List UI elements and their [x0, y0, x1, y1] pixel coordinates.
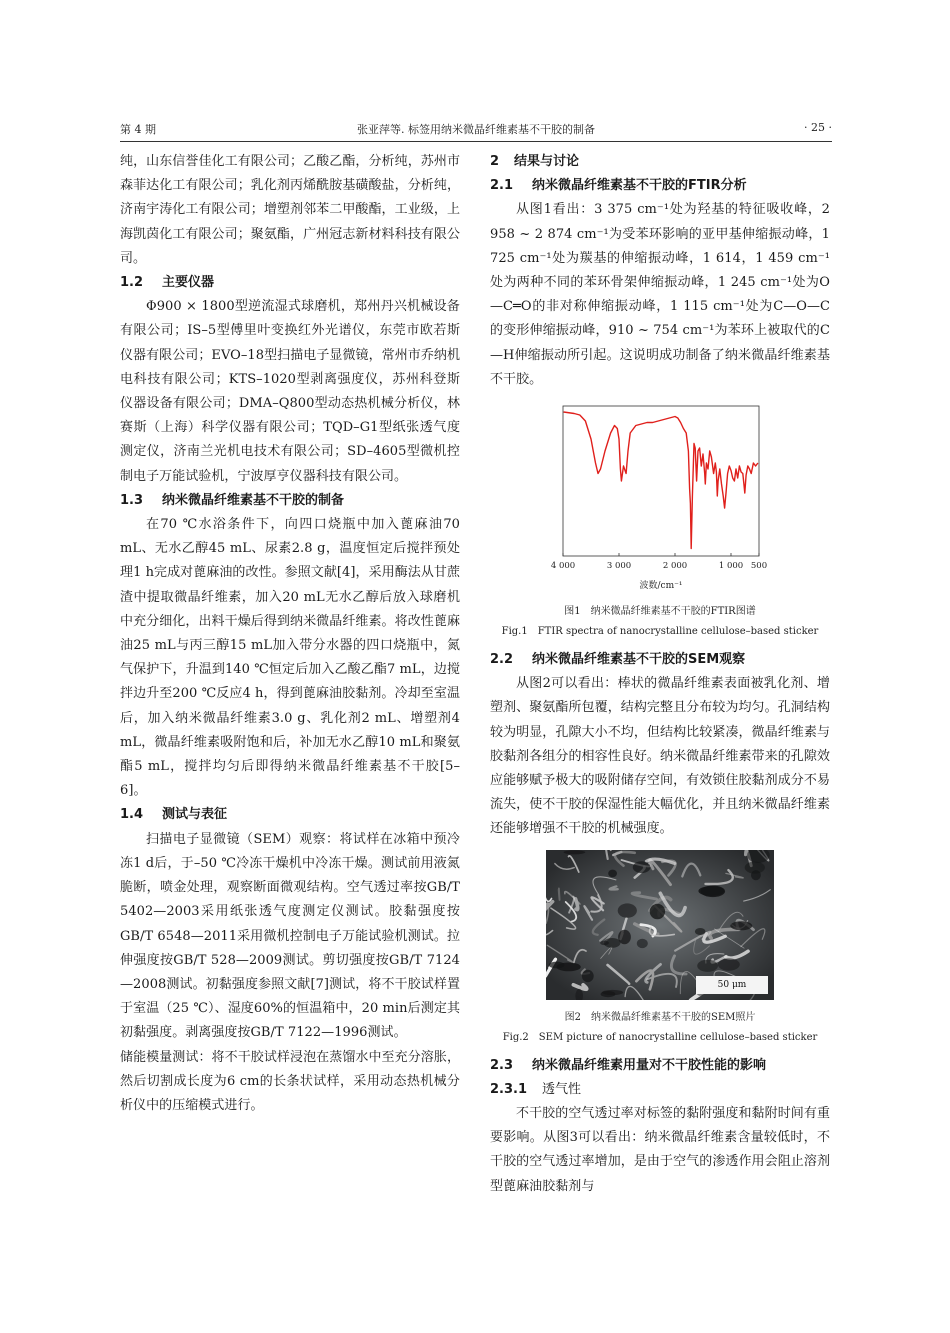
section-number: 2 — [490, 154, 500, 169]
section-1-3-heading — [120, 489, 460, 513]
scale-bar: 50 μm — [696, 976, 768, 994]
series-line-0 — [564, 412, 758, 549]
section-number: 2.1 — [490, 178, 514, 194]
instruments-paragraph: Φ900 × 1800型逆流湿式球磨机，郑州丹兴机械设备有限公司；IS–5型傅里叶变换红外光谱仪，东莞市欧若斯仪器有限公司；EVO–18型扫描电子显微镜，常州市乔纳机电科技有限公司；KTS–1020型剥离强度仪，苏州科登斯仪器设备有限公司；DMA–Q800型动态热机械分析仪，林赛斯（上海）科学仪器有限公司；TQD–G1型纸张透气度测定仪，济南兰光机电技术有限公司；SD–4605型微机控制电子万能试验机，宁波厚亨仪器科技有限公司。 — [120, 299, 460, 484]
materials-paragraph: 纯，山东信誉佳化工有限公司；乙酸乙酯，分析纯，苏州市森菲达化工有限公司；乳化剂丙烯酰胺基磺酸盐，分析纯，济南宇涛化工有限公司；增塑剂邻苯二甲酸酯，工业级，上海凯茵化工有限公司；聚氨酯，广州冠志新材料科技有限公司。 — [120, 154, 460, 266]
storage-modulus-paragraph: 储能模量测试：将不干胶试样浸泡在蒸馏水中至充分溶胀，然后切割成长度为6 cm的长条状试样，采用动态热机械分析仪中的压缩模式进行。 — [120, 1049, 460, 1113]
x-tick-label: 2 000 — [662, 561, 688, 572]
section-title: 主要仪器 — [162, 275, 215, 291]
section-1-2-heading — [120, 271, 460, 295]
page-number: · 25 · — [804, 121, 832, 134]
figure-1 — [490, 400, 830, 642]
section-title: 纳米微晶纤维素基不干胶的SEM观察 — [532, 652, 746, 668]
section-number: 1.4 — [120, 807, 144, 823]
figure-2-caption-cn: 图2 纳米微晶纤维素基不干胶的SEM照片 — [564, 1011, 756, 1023]
section-number: 2.3.1 — [490, 1081, 528, 1097]
section-number: 2.3 — [490, 1057, 514, 1073]
section-2-2-heading — [490, 648, 830, 672]
permeability-paragraph: 不干胶的空气透过率对标签的黏附强度和黏附时间有重要影响。从图3可以看出：纳米微晶纤维素含量较低时，不干胶的空气透过率增加，是由于空气的渗透作用会阻止溶剂型蓖麻油胶黏剂与 — [490, 1106, 830, 1194]
section-title: 测试与表征 — [162, 807, 228, 823]
right-column — [490, 150, 830, 1199]
running-title: 张亚萍等. 标签用纳米微晶纤维素基不干胶的制备 — [357, 123, 595, 136]
section-number: 1.3 — [120, 492, 144, 508]
section-title: 纳米微晶纤维素基不干胶的FTIR分析 — [532, 178, 747, 194]
section-2-heading — [490, 150, 830, 174]
ftir-paragraph: 从图1看出：3 375 cm⁻¹处为羟基的特征吸收峰，2 958 ~ 2 874 cm⁻¹为受苯环影响的亚甲基伸缩振动峰，1 725 cm⁻¹处为羰基的伸缩振动峰，1 614，1 459 cm⁻¹处为两种不同的苯环骨架伸缩振动峰，1 245 cm⁻¹处为O—C═O的非对称伸缩振动峰，1 115 cm⁻¹处为C—O—C的变形伸缩振动峰，910 ~ 754 cm⁻¹为苯环上被取代的C—H伸缩振动所引起。这说明成功制备了纳米微晶纤维素基不干胶。 — [490, 202, 830, 387]
sem-paragraph: 从图2可以看出：棒状的微晶纤维素表面被乳化剂、增塑剂、聚氨酯所包覆，结构完整且分布较为均匀。孔洞结构较为明显，孔隙大小不均，但结构比较紧凑，微晶纤维素与胶黏剂各组分的相容性良好。纳米微晶纤维素带来的孔隙效应能够赋予极大的吸附储存空间，有效锁住胶黏剂成分不易流失，使不干胶的保湿性能大幅优化，并且纳米微晶纤维素还能够增强不干胶的机械强度。 — [490, 676, 830, 837]
issue-number: 第 4 期 — [120, 123, 156, 136]
section-1-4-heading — [120, 803, 460, 827]
x-tick-label: 500 — [750, 561, 768, 572]
ftir-chart — [490, 400, 830, 598]
figure-1-caption-en: Fig.1 FTIR spectra of nanocrystalline cellulose–based sticker — [501, 626, 819, 638]
section-title: 纳米微晶纤维素基不干胶的制备 — [162, 492, 345, 508]
plot-frame — [563, 406, 759, 556]
figure-2-caption-en: Fig.2 SEM picture of nanocrystalline cellulose–based sticker — [502, 1031, 818, 1043]
x-tick-label: 4 000 — [550, 561, 576, 572]
preparation-paragraph: 在70 ℃水浴条件下，向四口烧瓶中加入蓖麻油70 mL、无水乙醇45 mL、尿素2.8 g，温度恒定后搅拌预处理1 h完成对蓖麻油的改性。参照文献[4]，采用酶法从甘蔗渣中提取微晶纤维素，加入20 mL无水乙醇后放入球磨机中充分细化，出料干燥后得到纳米微晶纤维素。将改性蓖麻油25 mL与丙三醇15 mL加入带分水器的四口烧瓶中，氮气保护下，升温到140 ℃恒定后加入乙酸乙酯7 mL，边搅拌边升至200 ℃反应4 h，得到蓖麻油胶黏剂。冷却至室温后，加入纳米微晶纤维素3.0 g、乳化剂2 mL、增塑剂4 mL，微晶纤维素吸附饱和后，补加无水乙醇10 mL和聚氨酯5 mL，搅拌均匀后即得纳米微晶纤维素基不干胶[5–6]。 — [120, 517, 460, 799]
section-number: 1.2 — [120, 275, 144, 291]
x-tick-label: 1 000 — [718, 561, 744, 572]
sem-micrograph — [546, 850, 774, 1000]
section-title: 纳米微晶纤维素用量对不干胶性能的影响 — [532, 1057, 767, 1073]
section-number: 2.2 — [490, 652, 514, 668]
section-2-1-heading — [490, 174, 830, 198]
running-header — [120, 119, 832, 139]
section-2-3-heading — [490, 1054, 830, 1078]
characterization-paragraph: 扫描电子显微镜（SEM）观察：将试样在冰箱中预冷冻1 d后，于–50 ℃冷冻干燥机中冷冻干燥。测试前用液氮脆断，喷金处理，观察断面微观结构。空气透过率按GB/T 5402—2003采用纸张透气度测定仪测试。胶黏强度按GB/T 6548—2011采用微机控制电子万能试验机测试。拉伸强度按GB/T 528—2009测试。剪切强度按GB/T 7124—2008测试。初黏强度参照文献[7]测试，将不干胶试样置于室温（25 ℃）、湿度60%的恒温箱中，20 min后测定其初黏强度。剥离强度按GB/T 7122—1996测试。 — [120, 831, 460, 1041]
section-title: 透气性 — [542, 1081, 582, 1097]
header-rule — [120, 141, 832, 142]
figure-1-caption-cn: 图1 纳米微晶纤维素基不干胶的FTIR图谱 — [564, 606, 756, 618]
x-tick-label: 3 000 — [606, 561, 632, 572]
section-title: 结果与讨论 — [514, 154, 580, 169]
left-column — [120, 150, 460, 1118]
section-2-3-1-heading — [490, 1078, 830, 1102]
x-axis-label: 波数/cm⁻¹ — [639, 581, 683, 592]
figure-2 — [490, 850, 830, 1048]
